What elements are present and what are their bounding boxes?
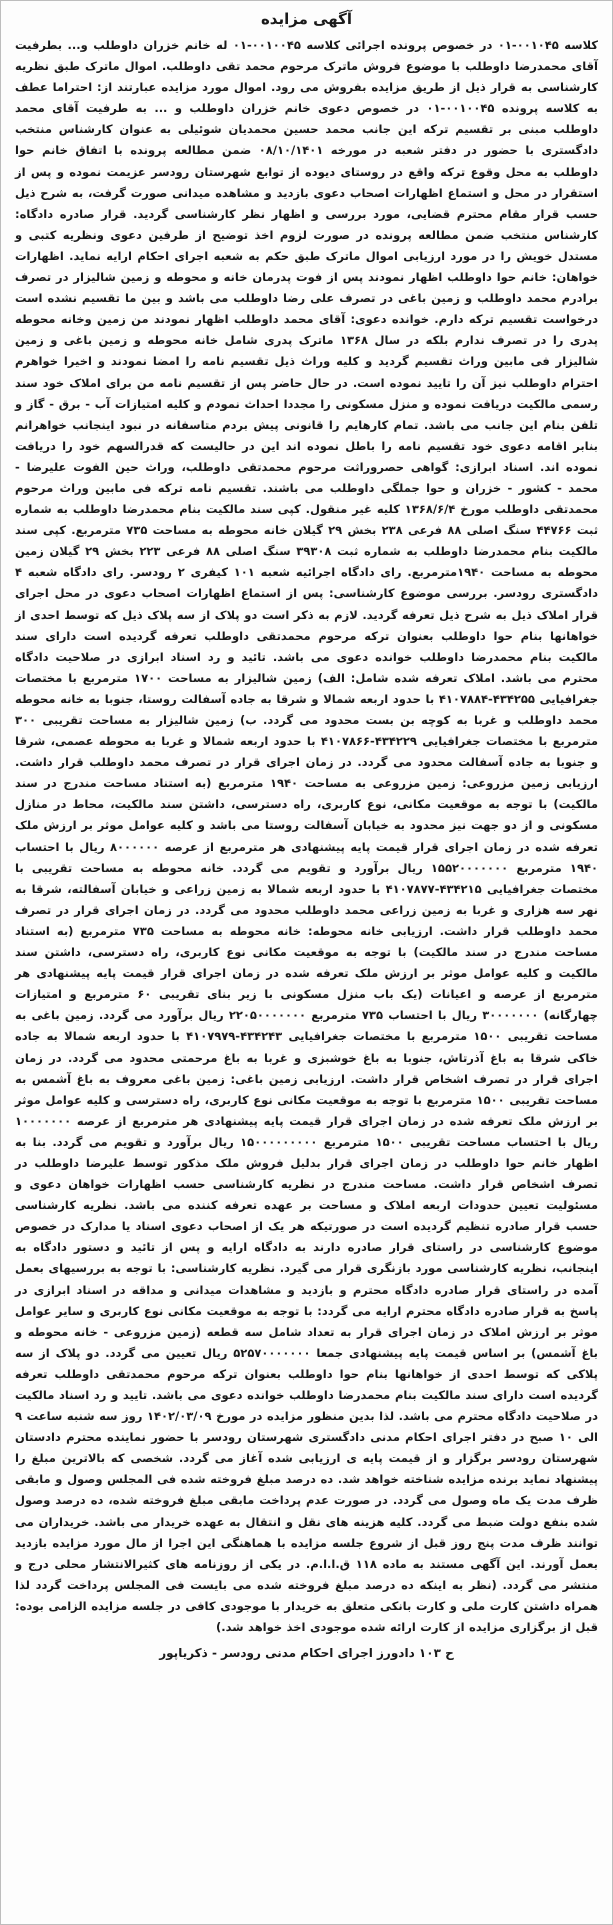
notice-body: کلاسه ۰۰۱۰۴۵-۰۱ در خصوص پرونده اجرائی کلاسه ۰۰۱۰۰۴۵-۰۱ له خانم خزران داوطلب و... بطرفیت آقای محمدرضا داوطلب با موضوع فروش ماترک مرحوم محمد تقی داوطلب. اموال ماترک طبق نظریه کارشناسی به قرار ذیل از طریق مزایده بفروش می رود. اموال مورد مزایده عبارتند از: احتراما عطف به کلاسه پرونده ۰۰۱۰۰۴۵-۰۱ در خصوص دعوی خانم خزران داوطلب و ... به طرفیت آقای محمد داوطلب مبنی بر تقسیم ترکه این جانب محمد حسین محمدیان شوئیلی به عنوان کارشناس منتخب دادگستری با حضور در دفتر شعبه در مورخه ۰۸/۱۰/۱۴۰۱ ضمن مطالعه پرونده با اتفاق خانم حوا داوطلب به محل وقوع ترکه واقع در روستای دیوده از توابع شهرستان رودسر عزیمت نموده و پس از استقرار در محل و استماع اظهارات اصحاب دعوی بازدید و مشاهده میدانی صورت گرفت، به شرح ذیل حسب قرار مقام محترم قضایی، مورد بررسی و اظهار نظر کارشناسی گردید. قرار صادره دادگاه: کارشناس منتخب ضمن مطالعه پرونده در صورت لزوم اخذ توضیح از طرفین دعوی ونظریه کتبی و مستدل خویش را در مورد ارزیابی اموال ماترک طبق حکم به شعبه اجرای احکام ارایه نماید. اظهارات خواهان: خانم حوا داوطلب اظهار نمودند پس از فوت پدرمان خانه و محوطه و زمین شالیزار در تصرف برادرم محمد داوطلب و زمین باغی در تصرف علی رضا داوطلب می باشد و بین ما تقسیم نشده است درخواست تقسیم ترکه دارم. خوانده دعوی: آقای محمد داوطلب اظهار نمودند من زمین وخانه محوطه پدری را در تصرف ندارم بلکه در سال ۱۳۶۸ ماترک پدری شامل خانه محوطه و زمین باغی و زمین شالیزار فی مابین وراث تقسیم گردید و کلیه وراث ذیل تقسیم نامه را امضا نمودند و اخیرا خواهرم احترام داوطلب نیز آن را تایید نموده است. در حال حاضر پس از تقسیم نامه من برای املاک خود سند رسمی مالکیت دریافت نموده و منزل مسکونی را مجددا احداث نمودم و کلیه امتیازات آب - برق - گاز و تلفن بنام این جانب می باشد. تمام کارهایم را قانونی پیش بردم متاسفانه در نبود اینجانب خواهرانم بنابر اقامه دعوی خود تقسیم نامه را باطل نموده اند این در حالیست که قدرالسهم خود را دریافت نموده اند. اسناد ابرازی: گواهی حصروراثت مرحوم محمدتقی داوطلب، وراث حین الفوت علیرضا - محمد - کشور - خزران و حوا جملگی داوطلب می باشند. تقسیم نامه ترکه فی مابین وراث مرحوم محمدتقی داوطلب مورخ ۱۳۶۸/۶/۴ کلیه غیر منقول. کپی سند مالکیت بنام محمدرضا داوطلب به شماره ثبت ۴۴۷۶۶ سنگ اصلی ۸۸ فرعی ۲۳۸ بخش ۲۹ گیلان خانه محوطه به مساحت ۷۳۵ مترمربع. کپی سند مالکیت بنام محمدرضا داوطلب به شماره ثبت ۳۹۳۰۸ سنگ اصلی ۸۸ فرعی ۲۲۳ بخش ۲۹ گیلان زمین محوطه به مساحت ۱۹۴۰مترمربع. رای دادگاه اجرائیه شعبه ۱۰۱ کیفری ۲ رودسر. رای دادگاه شعبه ۴ دادگستری رودسر. بررسی موضوع کارشناسی: پس از استماع اظهارات اصحاب دعوی در محل اجرای قرار املاک ذیل به شرح ذیل تعرفه گردید. لازم به ذکر است دو پلاک از سه پلاک ذیل که توسط احدی از خواهانها بنام حوا داوطلب بعنوان ترکه مرحوم محمدتقی داوطلب تعرفه گردیده است دارای سند مالکیت بنام محمدرضا داوطلب خوانده دعوی می باشد. تائید و رد اسناد ابرازی در صلاحیت دادگاه محترم می باشد. املاک تعرفه شده شامل: الف) زمین شالیزار به مساحت ۱۷۰۰ مترمربع با مختصات جغرافیایی ۴۳۴۲۵۵-۴۱۰۷۸۸۴ با حدود اربعه شمالا و شرقا به جاده آسفالت روستا، جنوبا به خانه محوطه محمد داوطلب و غربا به کوچه بن بست محدود می گردد. ب) زمین شالیزار به مساحت تقریبی ۳۰۰ مترمربع با مختصات جغرافیایی ۴۳۴۲۲۹-۴۱۰۷۸۶۶ با حدود اربعه شمالا و غربا به محوطه عصمی، شرقا و جنوبا به جاده آسفالت محدود می گردد. در زمان اجرای قرار در تصرف محمد داوطلب قرار داشت. ارزیابی زمین مزروعی: زمین مزروعی به مساحت ۱۹۴۰ مترمربع (به استناد مساحت مندرج در سند مالکیت) با توجه به موقعیت مکانی، نوع کاربری، راه دسترسی، داشتن سند مالکیت، محاط در منازل مسکونی و از دو جهت نیز محدود به خیابان آسفالت روستا می باشد و کلیه عوامل موثر بر ارزش ملک تعرفه شده در زمان اجرای قرار قیمت پایه پیشنهادی هر مترمربع از عرصه ۸۰۰۰۰۰۰ ریال با احتساب ۱۹۴۰ مترمربع ۱۵۵۲۰۰۰۰۰۰۰ ریال برآورد و تقویم می گردد. خانه محوطه به مساحت تقریبی با مختصات جغرافیایی ۴۳۴۲۱۵-۴۱۰۷۸۷۷ با حدود اربعه شمالا به زمین زراعی و خیابان آسفالته، شرقا به نهر سه هزاری و غربا به زمین زراعی محمد داوطلب محدود می گردد. در زمان اجرای قرار در تصرف محمد داوطلب قرار داشت. ارزیابی خانه محوطه: خانه محوطه به مساحت ۷۳۵ مترمربع (به استناد مساحت مندرج در سند مالکیت) با توجه به موقعیت مکانی نوع کاربری، راه دسترسی، داشتن سند مالکیت و کلیه عوامل موثر بر ارزش ملک تعرفه شده در زمان اجرای قرار قیمت پایه پیشنهادی هر مترمربع از عرصه و اعیانات (یک باب منزل مسکونی با زیر بنای تقریبی ۶۰ مترمربع و امتیازات چهارگانه) ۳۰۰۰۰۰۰۰ ریال با احتساب ۷۳۵ مترمربع ۲۲۰۵۰۰۰۰۰۰۰ ریال برآورد می گردد. زمین باغی به مساحت تقریبی ۱۵۰۰ مترمربع با مختصات جغرافیایی ۴۳۴۲۴۳-۴۱۰۷۹۷۹ با حدود اربعه شمالا به جاده خاکی شرقا به باغ آذرتاش، جنوبا به باغ خوشبزی و غربا به باغ مرحمتی محدود می گردد. در زمان اجرای قرار در تصرف اشخاص قرار داشت. ارزیابی زمین باغی: زمین باغی معروف به باغ آشمس به مساحت تقریبی ۱۵۰۰ مترمربع با توجه به موقعیت مکانی نوع کاربری، راه دسترسی و کلیه عوامل موثر بر ارزش ملک تعرفه شده در زمان اجرای قرار قیمت پایه پیشنهادی هر مترمربع از عرصه ۱۰۰۰۰۰۰۰ ریال با احتساب مساحت تقریبی ۱۵۰۰ مترمربع ۱۵۰۰۰۰۰۰۰۰۰ ریال برآورد و تقویم می گردد. بنا به اظهار خانم حوا داوطلب در زمان اجرای قرار بدلیل فروش ملک مذکور توسط علیرضا داوطلب در تصرف اشخاص قرار داشت. مساحت مندرج در نظریه کارشناسی حسب اظهارات خواهان دعوی و مسئولیت تعیین حدودات اربعه املاک و مساحت بر عهده تعرفه کننده می باشد. نظریه کارشناسی حسب قرار صادره تنظیم گردیده است در صورتیکه هر یک از اصحاب دعوی اسناد یا مدارک در خصوص موضوع کارشناسی در راستای قرار صادره دارند به دادگاه ارایه و پس از تائید و دستور دادگاه به اینجانب، نظریه کارشناسی مورد بازنگری قرار می گیرد. نظریه کارشناسی: با توجه به بررسیهای بعمل آمده در راستای قرار صادره دادگاه محترم و بازدید و مشاهدات میدانی و مداقه در اسناد ابرازی در پاسخ به قرار صادره دادگاه محترم ارایه می گردد: با توجه به موقعیت مکانی نوع کاربری و سایر عوامل موثر بر ارزش املاک در زمان اجرای قرار به تعداد شامل سه قطعه (زمین مزروعی - خانه محوطه و باغ آشمس) بر اساس قیمت پایه پیشنهادی جمعا ۵۲۵۷۰۰۰۰۰۰۰ ریال تعیین می گردد. دو پلاک از سه پلاکی که توسط احدی از خواهانها بنام حوا داوطلب بعنوان ترکه مرحوم محمدتقی داوطلب تعرفه گردیده است دارای سند مالکیت بنام محمدرضا داوطلب خوانده دعوی می باشد. تایید و رد اسناد مالکیت در صلاحیت دادگاه محترم می باشد. لذا بدین منظور مزایده در مورخ ۱۴۰۲/۰۳/۰۹ روز سه شنبه ساعت ۹ الی ۱۰ صبح در دفتر اجرای احکام مدنی دادگستری شهرستان رودسر با حضور نماینده محترم دادستان شهرستان رودسر برگزار و از قیمت پایه ی ارزیابی شده آغاز می گردد. شخصی که بالاترین مبلغ را پیشنهاد نماید برنده مزایده شناخته خواهد شد. ده درصد مبلغ فروخته شده فی المجلس وصول و مابقی ظرف مدت یک ماه وصول می گردد. در صورت عدم پرداخت مابقی مبلغ فروخته شده، ده درصد وصول شده بنفع دولت ضبط می گردد. کلیه هزینه های نقل و انتقال به عهده خریدار می باشد. خریداران می توانند ظرف مدت پنج روز قبل از شروع جلسه مزایده با هماهنگی این اجرا از مال مورد مزایده بازدید بعمل آورند. این آگهی مستند به ماده ۱۱۸ ق.ا.ا.م. در یکی از روزنامه های کثیرالانتشار محلی درج و منتشر می گردد. (نظر به اینکه ده درصد مبلغ فروخته شده می بایست فی المجلس پرداخت گردد لذا همراه داشتن کارت ملی و کارت بانکی متعلق به خریدار با موجودی کافی در جلسه مزایده الزامی بوده: قبل از برگزاری مزایده از کارت ارائه شده موجودی اخذ خواهد شد.) [15, 38, 599, 1635]
notice-title: آگهی مزایده [260, 10, 353, 28]
notice-signature: ح ۱۰۳ دادورز اجرای احکام مدنی رودسر - ذکریاپور [159, 1646, 454, 1661]
